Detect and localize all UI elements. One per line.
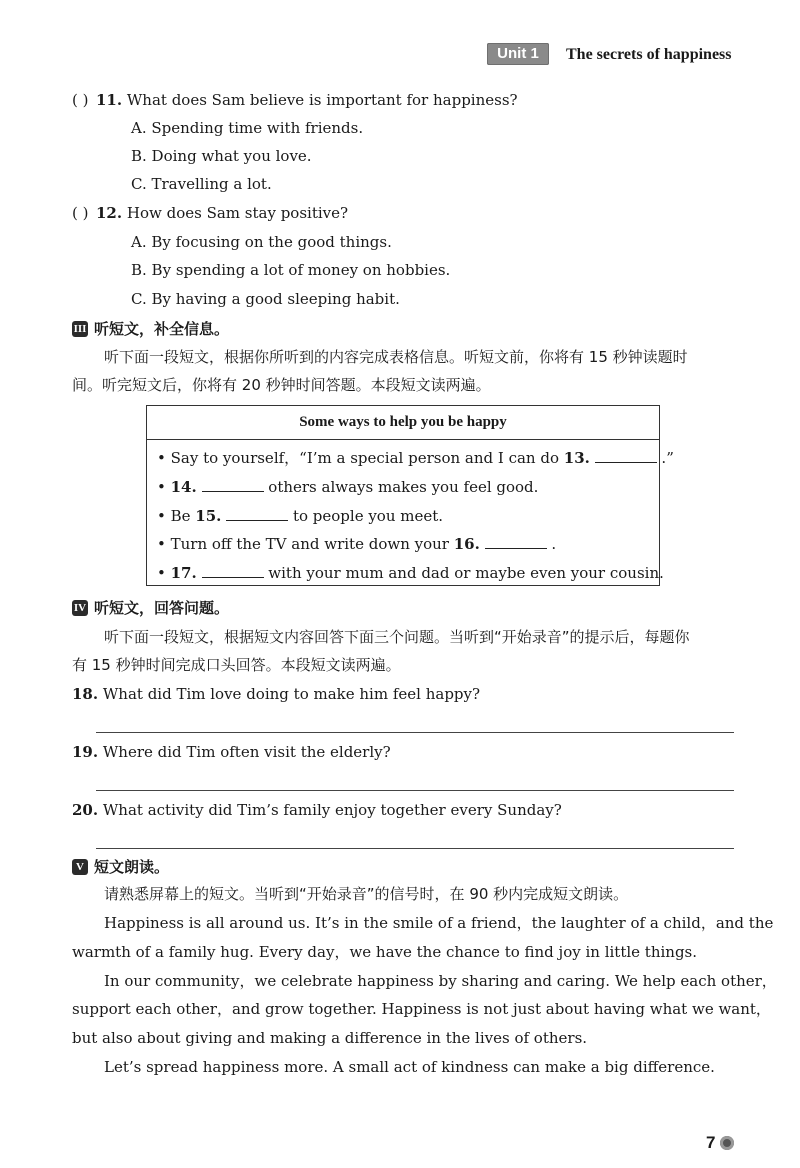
passage-line: In our community，we celebrate happiness by sharing and caring. We help each other， <box>104 972 777 990</box>
blank-number: 17. <box>170 564 197 582</box>
question-number: 11. <box>96 91 123 109</box>
blank-number: 15. <box>195 507 222 525</box>
question-text: What activity did Tim’s family enjoy together every Sunday? <box>98 801 562 819</box>
row-text: with your mum and dad or maybe even your cousin. <box>263 564 664 582</box>
blank-number: 13. <box>563 449 590 467</box>
section-3-title: 听短文，补全信息。 <box>94 320 230 338</box>
passage-line: support each other，and grow together. Happiness is not just about having what we want， <box>72 1000 771 1018</box>
section-5-icon: V <box>72 859 88 875</box>
row-text: • Turn off the TV and write down your <box>157 535 454 553</box>
question-number: 18. <box>72 685 99 703</box>
option-b: B. By spending a lot of money on hobbies. <box>131 261 451 279</box>
question-11 <box>96 90 518 110</box>
question-12 <box>96 203 348 223</box>
page-corner-icon <box>720 1136 734 1150</box>
section-5-title: 短文朗读。 <box>94 858 170 876</box>
blank-number: 14. <box>170 478 197 496</box>
row-text: • <box>157 478 171 496</box>
question-20 <box>72 800 562 820</box>
blank-number: 16. <box>453 535 480 553</box>
row-text: to people you meet. <box>288 507 444 525</box>
answer-blank[interactable] <box>595 448 657 463</box>
passage-line: Happiness is all around us. It’s in the smile of a friend，the laughter of a child，and the <box>104 914 774 932</box>
answer-line[interactable] <box>96 848 734 849</box>
question-number: 20. <box>72 801 99 819</box>
page-number: 7 <box>706 1133 716 1152</box>
section-4-title: 听短文，回答问题。 <box>94 599 230 617</box>
question-number: 12. <box>96 204 123 222</box>
unit-badge: Unit 1 <box>487 43 549 65</box>
table-row <box>157 448 674 468</box>
question-text: How does Sam stay positive? <box>122 204 349 222</box>
passage-line: warmth of a family hug. Every day，we have the chance to find joy in little things. <box>72 943 698 961</box>
section-3-instruction: 听下面一段短文，根据你所听到的内容完成表格信息。听短文前，你将有 15 秒钟读题时 <box>104 348 688 366</box>
option-c: C. By having a good sleeping habit. <box>131 290 400 308</box>
question-text: What did Tim love doing to make him feel happy? <box>98 685 481 703</box>
row-text: others always makes you feel good. <box>263 478 539 496</box>
section-5-instruction: 请熟悉屏幕上的短文。当听到“开始录音”的信号时，在 90 秒内完成短文朗读。 <box>104 885 629 903</box>
row-text: . <box>546 535 557 553</box>
question-18 <box>72 684 480 704</box>
table-row <box>157 477 538 497</box>
section-3-icon: III <box>73 323 87 335</box>
answer-bracket[interactable]: ( ) <box>72 91 89 109</box>
question-number: 19. <box>72 743 99 761</box>
row-text: .” <box>656 449 674 467</box>
answer-blank[interactable] <box>202 563 264 578</box>
table-row <box>157 534 556 554</box>
answer-blank[interactable] <box>226 506 288 521</box>
section-4-instruction: 听下面一段短文，根据短文内容回答下面三个问题。当听到“开始录音”的提示后，每题你 <box>104 628 690 646</box>
table-row <box>157 563 664 583</box>
table-row <box>157 506 443 526</box>
answer-line[interactable] <box>96 732 734 733</box>
answer-line[interactable] <box>96 790 734 791</box>
answer-blank[interactable] <box>202 477 264 492</box>
row-text: • Be <box>157 507 196 525</box>
info-table <box>146 405 674 586</box>
section-4-instruction-cont: 有 15 秒钟时间完成口头回答。本段短文读两遍。 <box>72 656 401 674</box>
row-text: • Say to yourself，“I’m a special person and I can do <box>157 449 564 467</box>
question-text: What does Sam believe is important for happiness? <box>122 91 518 109</box>
table-title: Some ways to help you be happy <box>147 406 659 440</box>
answer-bracket[interactable]: ( ) <box>72 204 89 222</box>
passage-line: Let’s spread happiness more. A small act of kindness can make a big difference. <box>104 1058 715 1076</box>
section-3-instruction-cont: 间。听完短文后，你将有 20 秒钟时间答题。本段短文读两遍。 <box>72 376 491 394</box>
option-a: A. By focusing on the good things. <box>131 233 392 251</box>
passage-line: but also about giving and making a difference in the lives of others. <box>72 1029 588 1047</box>
answer-blank[interactable] <box>485 534 547 549</box>
option-c: C. Travelling a lot. <box>131 175 272 193</box>
row-text: • <box>157 564 171 582</box>
option-b: B. Doing what you love. <box>131 147 312 165</box>
unit-title: The secrets of happiness <box>566 46 732 63</box>
question-19 <box>72 742 391 762</box>
option-a: A. Spending time with friends. <box>131 119 364 137</box>
question-text: Where did Tim often visit the elderly? <box>98 743 391 761</box>
section-4-icon: IV <box>73 602 87 614</box>
